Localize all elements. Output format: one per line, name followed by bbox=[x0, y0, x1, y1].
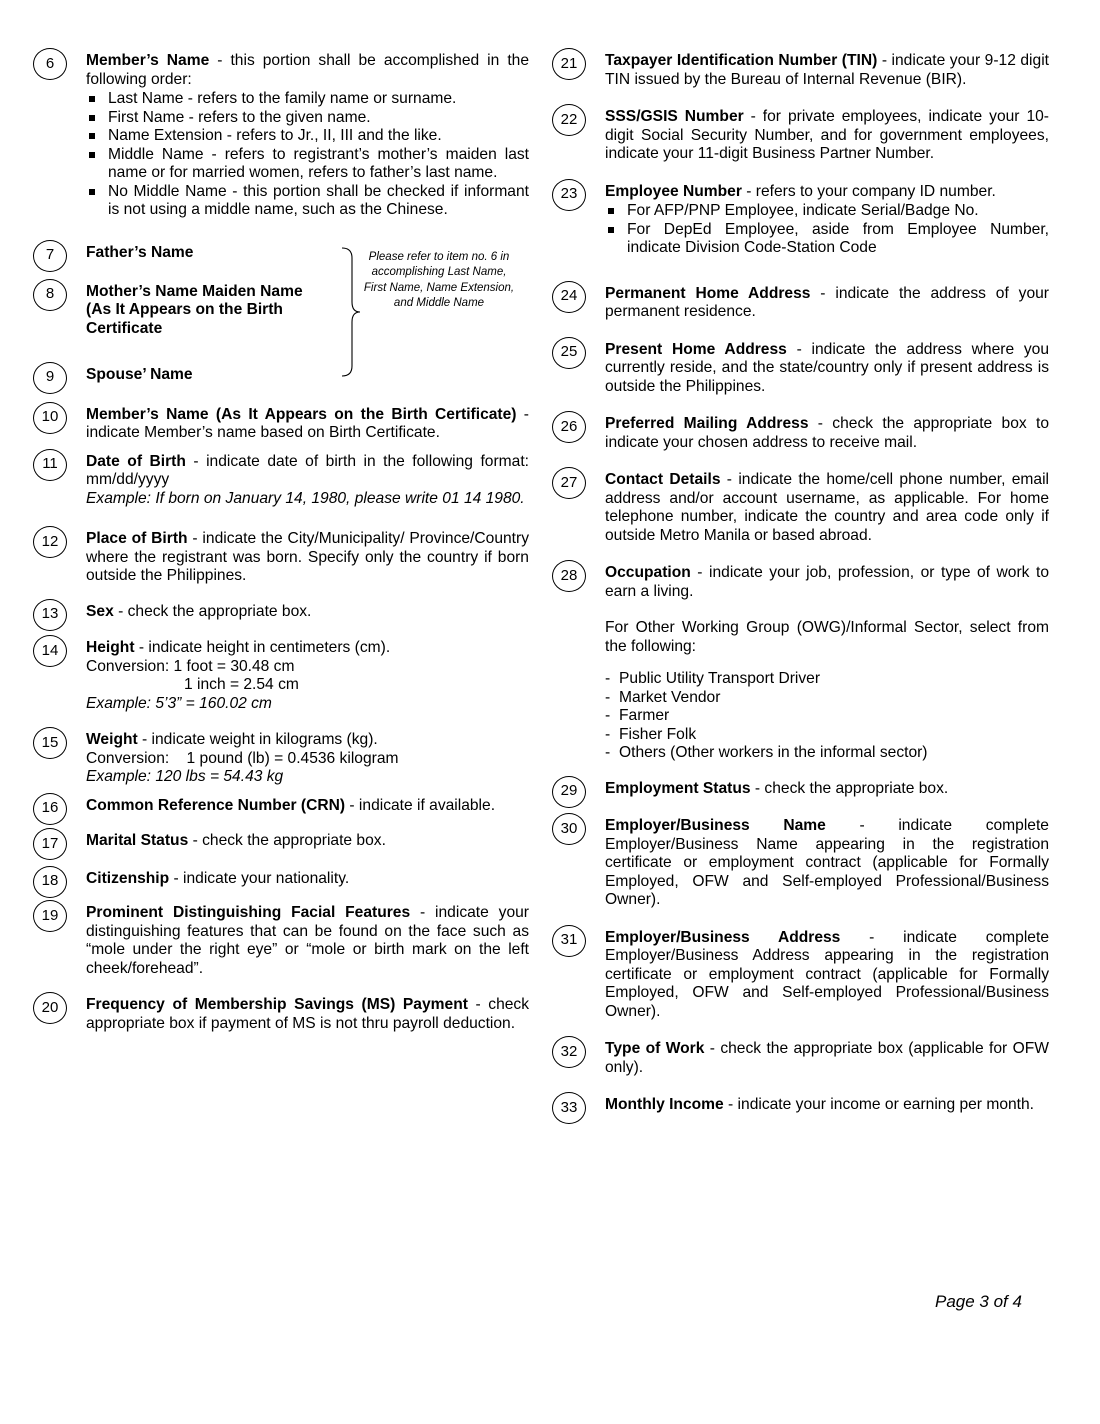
item-32 bbox=[552, 1040, 1049, 1077]
item-number-badge: 11 bbox=[33, 449, 67, 481]
item-title: Place of Birth bbox=[86, 530, 188, 547]
item-15 bbox=[33, 731, 529, 787]
left-column bbox=[33, 52, 529, 1057]
right-column bbox=[552, 52, 1049, 1139]
bullet-list bbox=[86, 90, 529, 220]
list-item: - Public Utility Transport Driver bbox=[605, 670, 1049, 689]
item-number-badge: 28 bbox=[552, 560, 586, 592]
item-number-badge: 27 bbox=[552, 467, 586, 499]
item-text: - indicate the address of your permanent residence. bbox=[605, 284, 1049, 320]
item-text: - refers to your company ID number. bbox=[741, 182, 996, 200]
list-item: For AFP/PNP Employee, indicate Serial/Badge No. bbox=[605, 202, 1049, 221]
item-number-badge: 17 bbox=[33, 828, 67, 860]
item-20 bbox=[33, 996, 529, 1033]
item-text: - check the appropriate box to indicate your chosen address to receive mail. bbox=[605, 415, 1049, 451]
item-title: Employer/Business Name bbox=[605, 817, 826, 834]
item-title: Employee Number bbox=[605, 182, 742, 200]
item-text: - indicate if available. bbox=[345, 796, 496, 814]
item-25 bbox=[552, 341, 1049, 397]
item-title: Preferred Mailing Address bbox=[605, 415, 809, 432]
item-number-badge: 20 bbox=[33, 992, 67, 1024]
item-18 bbox=[33, 870, 529, 889]
item-number-badge: 16 bbox=[33, 793, 67, 825]
item-23 bbox=[552, 183, 1049, 258]
item-number-badge: 25 bbox=[552, 337, 586, 369]
item-number-badge: 21 bbox=[552, 48, 586, 80]
item-title: Mother’s Name Maiden Name (As It Appears on the Birth Certificate bbox=[86, 282, 303, 337]
list-item: For DepEd Employee, aside from Employee Number, indicate Division Code-Station Code bbox=[605, 221, 1049, 258]
item-number-badge: 18 bbox=[33, 866, 67, 898]
item-text: - this portion shall be accomplished in the following order: bbox=[86, 52, 530, 88]
item-text: - indicate your 9-12 digit TIN issued by the Bureau of Internal Revenue (BIR). bbox=[605, 52, 1049, 88]
item-28 bbox=[552, 564, 1049, 763]
item-title: Sex bbox=[86, 602, 114, 620]
item-29 bbox=[552, 780, 1049, 799]
item-text: - check appropriate box if payment of MS is not thru payroll deduction. bbox=[86, 996, 530, 1032]
item-text: - indicate the City/Municipality/ Province/Country where the registrant was born. Specify only the country if born outside the Philippines. bbox=[86, 530, 529, 584]
item-text: - check the appropriate box. bbox=[750, 779, 949, 797]
item-text: - indicate height in centimeters (cm). bbox=[134, 639, 391, 656]
item-title: Employer/Business Address bbox=[605, 928, 841, 946]
item-title: Spouse’ Name bbox=[86, 365, 193, 383]
item-title: SSS/GSIS Number bbox=[605, 108, 744, 125]
item-text: - indicate complete Employer/Business Address appearing in the registration certificate or employment contract (applicable for Formally Employed, OFW and Self-employed Professional/Business Owner). bbox=[605, 928, 1049, 1020]
item-number-badge: 29 bbox=[552, 776, 586, 808]
page-number: Page 3 of 4 bbox=[935, 1292, 1022, 1311]
item-text: - indicate the address where you currently reside, and the state/country only if present address is outside the Philippines. bbox=[605, 340, 1049, 395]
item-number-badge: 14 bbox=[33, 635, 67, 667]
item-number-badge: 31 bbox=[552, 925, 586, 957]
item-title: Date of Birth bbox=[86, 452, 186, 470]
item-title: Member’s Name (As It Appears on the Birth Certificate) bbox=[86, 405, 517, 423]
list-item: - Market Vendor bbox=[605, 689, 1049, 708]
conversion-line: 1 inch = 2.54 cm bbox=[184, 676, 299, 693]
item-example: Example: If born on January 14, 1980, please write 01 14 1980. bbox=[86, 489, 525, 507]
item-member-name bbox=[33, 52, 529, 220]
conversion-line: Conversion: 1 foot = 30.48 cm bbox=[86, 657, 295, 675]
item-title: Type of Work bbox=[605, 1040, 705, 1057]
item-number-badge: 19 bbox=[33, 900, 67, 932]
item-text: - indicate the home/cell phone number, email address and/or account username, as applicable. For home telephone number, indicate the country and area code only if outside Metro Manila or based abroad. bbox=[605, 471, 1050, 544]
item-example: Example: 120 lbs = 54.43 kg bbox=[86, 768, 284, 785]
item-17 bbox=[33, 832, 529, 851]
item-title: Common Reference Number (CRN) bbox=[86, 796, 346, 814]
item-spouse-name bbox=[33, 366, 356, 385]
item-text: - indicate your job, profession, or type of work to earn a living. bbox=[605, 564, 1049, 600]
item-number-badge: 33 bbox=[552, 1092, 586, 1124]
item-number-badge: 10 bbox=[33, 402, 67, 434]
item-title: Father’s Name bbox=[86, 243, 194, 261]
item-number-badge: 15 bbox=[33, 727, 67, 759]
item-22 bbox=[552, 108, 1049, 164]
item-example: Example: 5’3” = 160.02 cm bbox=[86, 694, 272, 712]
item-title: Prominent Distinguishing Facial Features bbox=[86, 904, 411, 921]
item-text: - indicate date of birth in the following format: mm/dd/yyyy bbox=[86, 452, 529, 488]
item-number-badge: 9 bbox=[33, 362, 67, 394]
item-title: Marital Status bbox=[86, 832, 189, 849]
item-mother-name bbox=[33, 283, 316, 339]
item-27 bbox=[552, 471, 1049, 545]
item-number-badge: 7 bbox=[33, 240, 67, 272]
item-number-badge: 30 bbox=[552, 813, 586, 845]
item-number-badge: 6 bbox=[33, 48, 67, 80]
list-item: First Name - refers to the given name. bbox=[86, 109, 529, 128]
list-item: Last Name - refers to the family name or surname. bbox=[86, 90, 529, 109]
item-number-badge: 13 bbox=[33, 599, 67, 631]
item-title: Frequency of Membership Savings (MS) Payment bbox=[86, 996, 468, 1013]
item-10 bbox=[33, 406, 529, 443]
conversion-line: Conversion: 1 pound (lb) = 0.4536 kilogram bbox=[86, 749, 399, 767]
item-26 bbox=[552, 415, 1049, 452]
item-title: Member’s Name bbox=[86, 52, 210, 69]
item-number-badge: 24 bbox=[552, 281, 586, 313]
item-19 bbox=[33, 904, 529, 978]
item-text: - check the appropriate box. bbox=[113, 602, 312, 620]
item-number-badge: 12 bbox=[33, 526, 67, 558]
item-title: Citizenship bbox=[86, 869, 170, 887]
list-item: Middle Name - refers to registrant’s mother’s maiden last name or for married women, refers to father’s last name. bbox=[86, 146, 529, 183]
item-title: Contact Details bbox=[605, 471, 721, 488]
list-item: Name Extension - refers to Jr., II, III and the like. bbox=[86, 127, 529, 146]
bullet-list bbox=[552, 202, 1049, 258]
item-number-badge: 32 bbox=[552, 1036, 586, 1068]
group-note: Please refer to item no. 6 in accomplishing Last Name, First Name, Name Extension, and Middle Name bbox=[363, 250, 515, 309]
item-text: - check the appropriate box (applicable for OFW only). bbox=[605, 1040, 1049, 1076]
item-title: Height bbox=[86, 639, 135, 656]
item-24 bbox=[552, 285, 1049, 322]
list-item: - Farmer bbox=[605, 707, 1049, 726]
item-number-badge: 22 bbox=[552, 104, 586, 136]
item-text: - indicate weight in kilograms (kg). bbox=[137, 731, 378, 748]
list-item: No Middle Name - this portion shall be checked if informant is not using a middle name, such as the Chinese. bbox=[86, 183, 529, 220]
item-title: Weight bbox=[86, 731, 138, 748]
item-title: Taxpayer Identification Number (TIN) bbox=[605, 52, 878, 69]
list-item: - Others (Other workers in the informal sector) bbox=[605, 744, 1049, 763]
item-number-badge: 26 bbox=[552, 411, 586, 443]
name-group bbox=[33, 240, 529, 388]
item-31 bbox=[552, 929, 1049, 1022]
item-number-badge: 8 bbox=[33, 279, 67, 311]
item-11 bbox=[33, 453, 529, 509]
item-father-name bbox=[33, 244, 356, 263]
item-number-badge: 23 bbox=[552, 179, 586, 211]
item-text: - check the appropriate box. bbox=[188, 832, 386, 849]
item-30 bbox=[552, 817, 1049, 910]
occupation-note: For Other Working Group (OWG)/Informal Sector, select from the following: bbox=[605, 619, 1049, 655]
item-13 bbox=[33, 603, 529, 622]
item-title: Present Home Address bbox=[605, 340, 787, 358]
item-33 bbox=[552, 1096, 1049, 1115]
list-item: - Fisher Folk bbox=[605, 726, 1049, 745]
item-14 bbox=[33, 639, 529, 713]
item-title: Permanent Home Address bbox=[605, 284, 811, 302]
item-title: Employment Status bbox=[605, 779, 751, 797]
item-text: - indicate your income or earning per month. bbox=[723, 1096, 1035, 1113]
item-21 bbox=[552, 52, 1049, 89]
item-text: - indicate Member’s name based on Birth Certificate. bbox=[86, 405, 529, 441]
item-text: - for private employees, indicate your 10-digit Social Security Number, and for government employees, indicate your 11-digit Business Partner Number. bbox=[605, 108, 1049, 162]
item-text: - indicate your distinguishing features that can be found on the face such as “mole under the right eye” or “mole or birth mark on the left cheek/forehead”. bbox=[86, 904, 529, 977]
item-text: - indicate your nationality. bbox=[169, 869, 350, 887]
item-title: Monthly Income bbox=[605, 1096, 724, 1113]
item-16 bbox=[33, 797, 529, 816]
curly-brace-icon bbox=[340, 246, 362, 378]
item-text: - indicate complete Employer/Business Name appearing in the registration certificate or employment contract (applicable for Formally Employed, OFW and Self-employed Professional/Business Owner). bbox=[605, 817, 1049, 908]
item-12 bbox=[33, 530, 529, 586]
occupation-list bbox=[605, 670, 1049, 763]
item-title: Occupation bbox=[605, 564, 691, 581]
